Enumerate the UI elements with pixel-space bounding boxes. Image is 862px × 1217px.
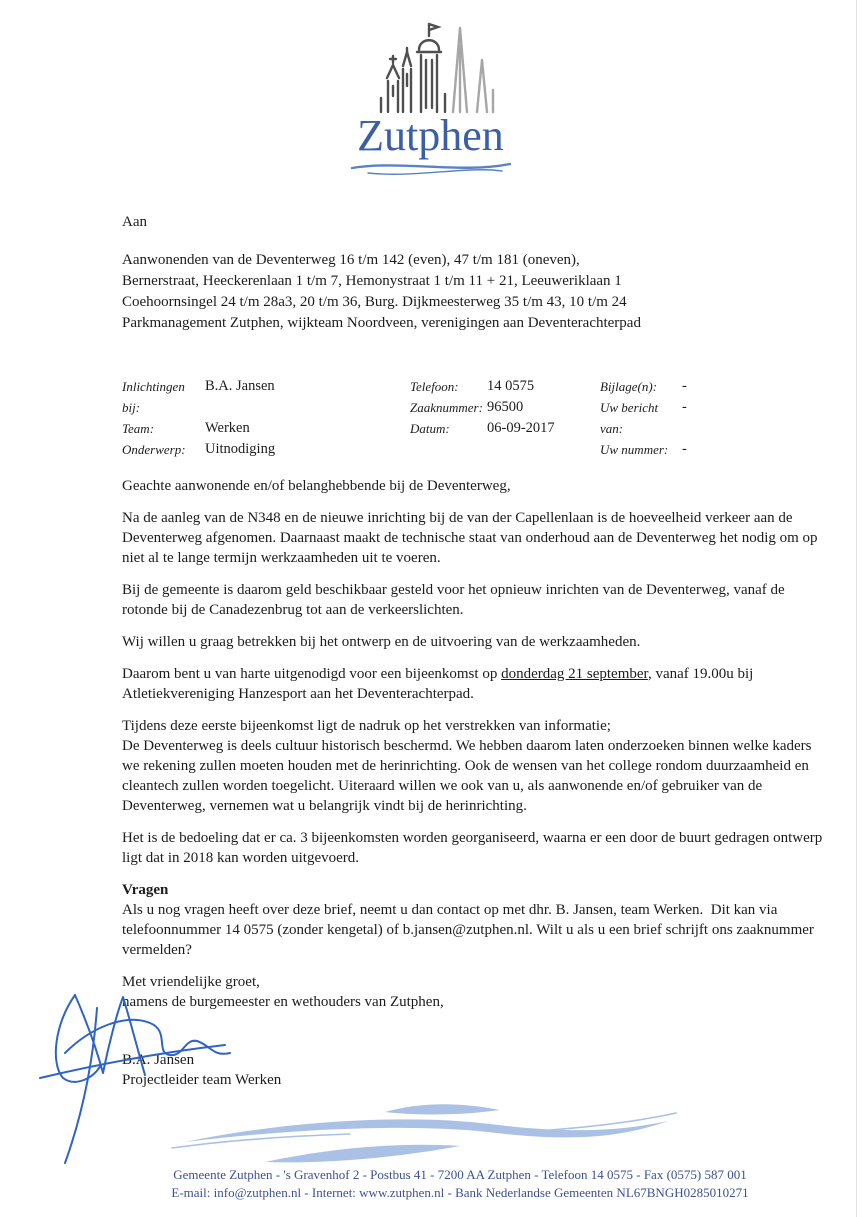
meta-row	[600, 439, 687, 460]
meta-label-uw-bericht: Uw bericht van:	[600, 400, 659, 436]
meta-column-references	[600, 376, 687, 460]
meta-column-case	[410, 376, 555, 439]
footer	[60, 1166, 860, 1201]
questions-lines	[122, 900, 814, 960]
paragraph-planning	[122, 828, 823, 868]
meta-label-datum: Datum:	[410, 421, 450, 436]
paragraph-first-meeting	[122, 716, 812, 816]
meta-value-telefoon: 14 0575	[487, 378, 535, 394]
meta-row	[122, 376, 275, 418]
address-block	[122, 250, 641, 334]
signer-block	[122, 1050, 802, 1090]
text-line: Geachte aanwonende en/of belanghebbende bij de Deventerweg,	[122, 478, 511, 494]
text-line: ligt dat in 2018 kan worden uitgevoerd.	[122, 850, 360, 866]
closing-block	[122, 972, 802, 1012]
body-salutation	[122, 476, 802, 496]
text-line: rotonde bij de Canadezenbrug tot aan de verkeerslichten.	[122, 602, 464, 618]
meta-label-onderwerp: Onderwerp:	[122, 442, 186, 457]
text-line: Deventerweg, vernemen wat u belangrijk vindt bij de herinrichting.	[122, 798, 527, 814]
questions-heading: Vragen	[122, 882, 169, 898]
meta-row	[410, 397, 555, 418]
meta-row	[122, 418, 275, 439]
paragraph-budget	[122, 580, 802, 620]
text-line: we rekening zullen moeten houden met de herinrichting. Ook de wensen van het college rondom duurzaamheid en	[122, 758, 809, 774]
meta-label-zaaknummer: Zaaknummer:	[410, 400, 483, 415]
invite-date-underlined: donderdag 21 september	[501, 666, 648, 682]
logo-wave-icon	[346, 158, 516, 178]
meta-value-uw-bericht: -	[682, 399, 687, 415]
signer-title: Projectleider team Werken	[122, 1072, 282, 1088]
meta-value-team: Werken	[205, 420, 250, 436]
paragraph-invitation	[122, 664, 802, 704]
towers-skyline-icon	[341, 20, 521, 116]
footer-line-address: Gemeente Zutphen - 's Gravenhof 2 - Postbus 41 - 7200 AA Zutphen - Telefoon 14 0575 - Fax (0575) 587 001	[173, 1167, 747, 1182]
text-line: Als u nog vragen heeft over deze brief, neemt u dan contact op met dhr. B. Jansen, team Werken. Dit kan via	[122, 902, 778, 918]
invite-pre: Daarom bent u van harte uitgenodigd voor een bijeenkomst op	[122, 666, 502, 682]
paragraph-involvement	[122, 632, 802, 652]
footer-wave-icon	[170, 1100, 680, 1170]
scan-edge-line	[856, 0, 857, 1217]
meta-row	[410, 376, 555, 397]
meta-row	[122, 439, 275, 460]
text-line: Bernerstraat, Heeckerenlaan 1 t/m 7, Hemonystraat 1 t/m 11 + 21, Leeuweriklaan 1	[122, 273, 622, 289]
text-line	[122, 664, 802, 684]
text-line: niet al te lange termijn werkzaamheden uit te voeren.	[122, 550, 441, 566]
meta-value-onderwerp: Uitnodiging	[205, 441, 276, 457]
meta-value-datum: 06-09-2017	[487, 420, 555, 436]
meta-row	[600, 397, 687, 439]
text-line: Atletiekvereniging Hanzesport aan het Deventerachterpad.	[122, 686, 474, 702]
text-line: Na de aanleg van de N348 en de nieuwe inrichting bij de van der Capellenlaan is de hoeveelheid verkeer aan de	[122, 510, 793, 526]
signer-name: B.A. Jansen	[122, 1052, 195, 1068]
footer-line-contact: E-mail: info@zutphen.nl - Internet: www.zutphen.nl - Bank Nederlandse Gemeenten NL67BNGH0285010271	[171, 1184, 749, 1200]
meta-label-inlichtingen: Inlichtingen bij:	[122, 379, 185, 415]
text-line: cleantech zullen worden toegelicht. Uiteraard willen we ook van u, als aanwonende en/of gebruiker van de	[122, 778, 763, 794]
text-line: De Deventerweg is deels cultuur historisch beschermd. We hebben daarom laten onderzoeken binnen welke kaders	[122, 738, 812, 754]
text-line: vermelden?	[122, 942, 192, 958]
letter-body	[122, 476, 823, 1090]
text-line: Wij willen u graag betrekken bij het ontwerp en de uitvoering van de werkzaamheden.	[122, 634, 641, 650]
address-salutation: Aan	[122, 214, 147, 230]
meta-value-inlichtingen: B.A. Jansen	[205, 378, 275, 394]
meta-label-telefoon: Telefoon:	[410, 379, 459, 394]
meta-value-bijlagen: -	[682, 378, 687, 394]
meta-value-uw-nummer: -	[682, 441, 687, 457]
meta-row	[410, 418, 555, 439]
text-line: telefoonnummer 14 0575 (zonder kengetal) of b.jansen@zutphen.nl. Wilt u als u een brief schrijft ons zaaknummer	[122, 922, 814, 938]
meta-label-bijlagen: Bijlage(n):	[600, 379, 658, 394]
meta-label-team: Team:	[122, 421, 155, 436]
meta-label-uw-nummer: Uw nummer:	[600, 442, 669, 457]
paragraph-intro	[122, 508, 818, 568]
text-line: Parkmanagement Zutphen, wijkteam Noordveen, verenigingen aan Deventerachterpad	[122, 315, 641, 331]
meta-value-zaaknummer: 96500	[487, 399, 524, 415]
text-line: namens de burgemeester en wethouders van Zutphen,	[122, 994, 444, 1010]
text-line: Deventerweg afgenomen. Daarnaast maakt de technische staat van onderhoud aan de Deventerweg het nodig om op	[122, 530, 818, 546]
meta-column-contact	[122, 376, 275, 460]
text-line: Tijdens deze eerste bijeenkomst ligt de nadruk op het verstrekken van informatie;	[122, 718, 611, 734]
text-line: Bij de gemeente is daarom geld beschikbaar gesteld voor het opnieuw inrichten van de Deventerweg, vanaf de	[122, 582, 785, 598]
zutphen-logo	[338, 20, 523, 178]
text-line: Het is de bedoeling dat er ca. 3 bijeenkomsten worden georganiseerd, waarna er een door de buurt gedragen ontwerp	[122, 830, 823, 846]
meta-row	[600, 376, 687, 397]
paragraph-questions	[122, 880, 814, 960]
text-line: Aanwonenden van de Deventerweg 16 t/m 142 (even), 47 t/m 181 (oneven),	[122, 252, 580, 268]
invite-post: , vanaf 19.00u bij	[647, 666, 754, 682]
logo-wordmark: Zutphen	[357, 111, 504, 160]
text-line: Coehoornsingel 24 t/m 28a3, 20 t/m 36, Burg. Dijkmeesterweg 35 t/m 43, 10 t/m 24	[122, 294, 627, 310]
text-line: Met vriendelijke groet,	[122, 974, 260, 990]
